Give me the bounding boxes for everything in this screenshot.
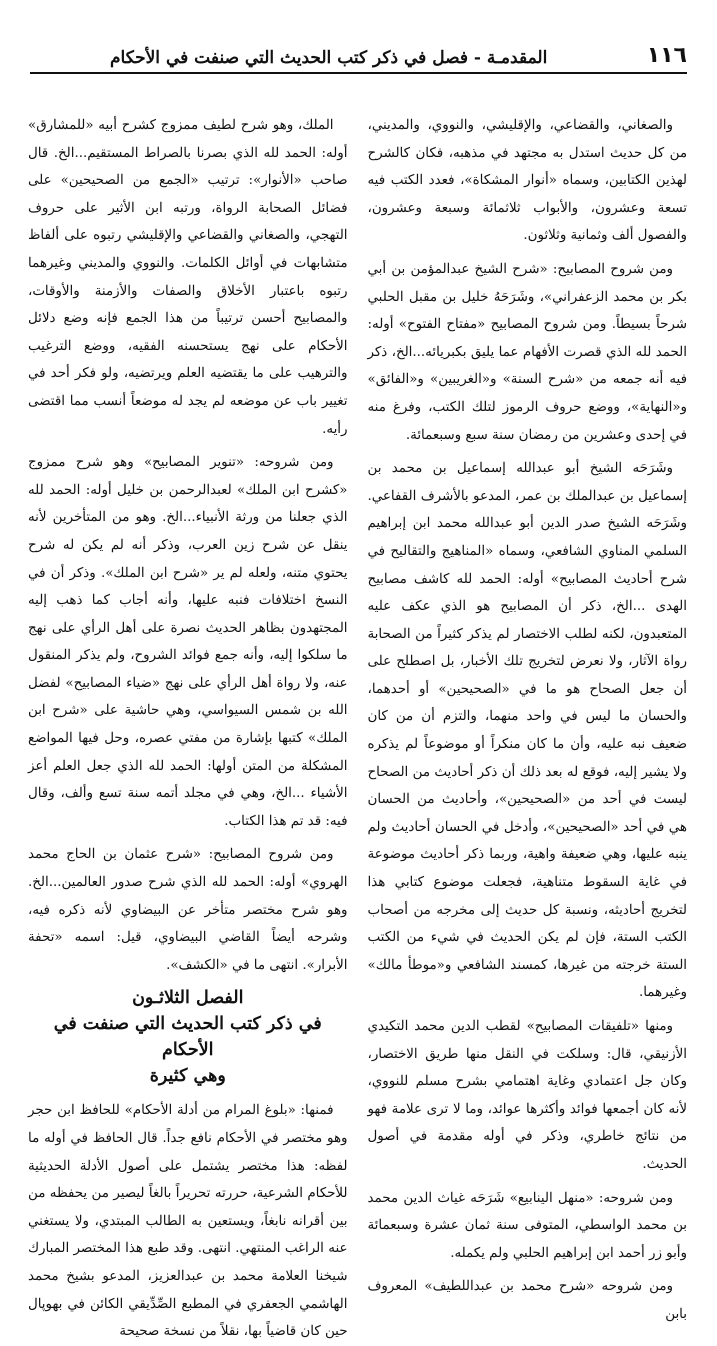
right-column <box>367 112 688 1322</box>
paragraph: ومن شروحه «شرح محمد بن عبداللطيف» المعروف بابن <box>367 1279 687 1322</box>
paragraph: وشَرَحَه الشيخ أبو عبدالله إسماعيل بن محمد بن إسماعيل بن عبدالملك بن عمر، المدعو بالأشرف القفاعي. وشَرَحَه الشيخ صدر الدين أبو عبدالله محمد ابن إبراهيم السلمي المناوي الشافعي، وسماه «المناهيج والتقاليح في شرح أحاديث المصابيح» أوله: الحمد لله كاشف مصابيح الهدى ...الخ، ذكر أن المصابيح هو الذي عكف عليه المتعبدون، لكنه لطلب الاختصار لم يذكر كثيراً من الصحابة رواة الآثار، ولا نعرض لتخريج تلك الأخبار، بل اصطلح على أن جعل الصحاح هو ما في «الصحيحين» أو أحدهما، والحسان ما ليس في واحد منهما، والتزم أن من كان ضعيف نبه عليه، وأن ما كان منكراً أو موضوعاً لم يذكره ولا يشير إليه، فوقع له بعد ذلك أن ذكر أحاديث من الصحاح ليست في أحد من «الصحيحين»، وأحاديث من الحسان هي في أحد «الصحيحين»، وأدخل في الحسان أحاديث ولم ينبه عليها، وهي ضعيفة واهية، وربما ذكر أحاديث موضوعة في غاية السقوط متناهية، فجعلت موضوع كتابي هذا لتخريج أحاديثه، ونسبة كل حديث إلى مخرجه من أصحاب الكتب الستة، فإن لم يكن الحديث في شيء من الكتب الستة خرجته من غيرها، كمسند الشافعي و«موطأ مالك» وغيرهما. <box>367 461 687 1001</box>
section-heading-line: الفصل الثلاثـون <box>132 988 244 1009</box>
running-head: المقدمـة - فصل في ذكر كتب الحديث التي صنفت في الأحكام <box>110 48 548 68</box>
page-number: ١١٦ <box>646 43 687 68</box>
section-heading-line: في ذكر كتب الحديث التي صنفت في الأحكام <box>53 1014 322 1061</box>
text-columns <box>28 112 687 1340</box>
paragraph: ومن شروحه: «تنوير المصابيح» وهو شرح ممزوج «كشرح ابن الملك» لعبدالرحمن بن خليل أوله: الحمد لله الذي جعلنا من ورثة الأنبياء...الخ. وهو من المتأخرين لأنه ينقل عن شرح زين العرب، وذكر أنه لم يكن له شرح يحتوي متنه، ولعله لم ير «شرح ابن الملك». وذكر أن في النسخ اختلافات فنبه عليها، وأنه أجاب كما ذهب إليه المجتهدون بظاهر الحديث نصرة على أهل الرأي على نهج ما سلكوا إليه، وأنه جمع فوائد الشروح، ولم يذكر المنقول عنه، ولا رواة أهل الرأي على نهج «ضياء المصابيح» لفضل الله بن شمس السيواسي، وهي حاشية على «شرح ابن الملك» كتبها بإشارة من مفتي عصره، وحل فيها المواضع المشكلة من المتن أولها: الحمد لله الذي جعل العلم أعز الأشياء ...الخ، وهي في مجلد أتمه سنة تسع وألف، وقال فيه: قد تم هذا الكتاب. <box>28 455 348 829</box>
paragraph: ومن شروحه: «منهل الينابيع» شَرَحَه غياث الدين محمد بن محمد الواسطي، المتوفى سنة ثمان عشرة وسبعمائة وأبو زر أحمد ابن إبراهيم الحلبي ولم يكمله. <box>367 1190 687 1261</box>
page-header <box>30 40 687 74</box>
left-column <box>28 112 348 1340</box>
paragraph: فمنها: «بلوغ المرام من أدلة الأحكام» للحافظ ابن حجر وهو مختصر في الأحكام نافع جداً. قال الحافظ في أوله ما لفظه: هذا مختصر يشتمل على أصول الأدلة الحديثية للأحكام الشرعية، حررته تحريراً بالغاً ليصير من يحفظه من بين أقرانه نابغاً، ويستعين به الطالب المبتدي، ولا يستغني عنه الراغب المنتهي. انتهى. وقد طبع هذا المختصر المبارك شيخنا العلامة محمد بن عبدالعزيز، المدعو بشيخ محمد الهاشمي الجعفري في المطبع الصِّدِّيقي الكائن في بهوپال حين كان قاضياً بها، نقلاً من نسخة صحيحة <box>28 1103 348 1340</box>
paragraph: ومن شروح المصابيح: «شرح الشيخ عبدالمؤمن بن أبي بكر بن محمد الزعفراني»، وشَرَحَهُ خليل بن مقبل الحلبي شرحاً بسيطاً. ومن شروح المصابيح «مفتاح الفتوح» أوله: الحمد لله الذي قصرت الأفهام عما يليق بكبريائه...الخ، ذكر فيه أنه جمعه من «شرح السنة» و«الغريبين» و«الفائق» و«النهاية»، ووضع حروف الرموز لتلك الكتب، وفرغ منه في إحدى وعشرين من رمضان سنة سبع وسبعمائة. <box>367 261 687 443</box>
paragraph: الملك، وهو شرح لطيف ممزوج كشرح أبيه «للمشارق» أوله: الحمد لله الذي بصرنا بالصراط المستقيم...الخ. قال صاحب «الأنوار»: ترتيب «الجمع من الصحيحين» على فضائل الصحابة الرواة، ورتبه ابن الأثير على حروف التهجي، والصغاني والقضاعي والإقليشي رتبوه على ألفاظ متشابهات في أوائل الكلمات. والنووي والمديني وغيرهما رتبوه باعتبار الأخلاق والصفات والأزمنة والأوقات، والمصابيح أحسن ترتيباً من هذا الجمع فإنه وضع دلائل الأحكام على نهج يستحسنه الفقيه، ووضع الترغيب والترهيب على ما يقتضيه العلم ويرتضيه، ولو فكر أحد في تغيير باب عن موضعه لم يجد له موضعاً أنسب مما اقتضى رأيه. <box>28 118 348 437</box>
paragraph: ومن شروح المصابيح: «شرح عثمان بن الحاج محمد الهروي» أوله: الحمد لله الذي شرح صدور العالمين...الخ. وهو شرح مختصر متأخر عن البيضاوي لأنه ذكره فيه، وشرحه أيضاً القاضي البيضاوي، قيل: اسمه «تحفة الأبرار». انتهى ما في «الكشف». <box>28 847 348 973</box>
section-heading-line: وهي كثيرة <box>149 1066 226 1087</box>
paragraph: ومنها «تلفيقات المصابيح» لقطب الدين محمد التكيدي الأزنيقي، قال: وسلكت في النقل منها طريق الاختصار، وكان جل اعتمادي وغاية اهتمامي بشرح مسلم للنووي، لأنه كان أجمعها فوائد وأكثرها عوائد، وما لا ترى علامة فهو من نتائج خاطري، وذكر في أوله مقدمة في أصول الحديث. <box>367 1019 687 1172</box>
section-heading <box>28 985 348 1089</box>
paragraph: والصغاني، والقضاعي، والإقليشي، والنووي، والمديني، من كل حديث استدل به مجتهد في مذهبه، فكان كالشرح لهذين الكتابين، وسماه «أنوار المشكاة»، فعدد الكتب فيه تسعة وعشرون، والأبواب ثلاثمائة وسبعة وعشرون، والفصول ألف وثمانية وثلاثون. <box>367 118 687 244</box>
